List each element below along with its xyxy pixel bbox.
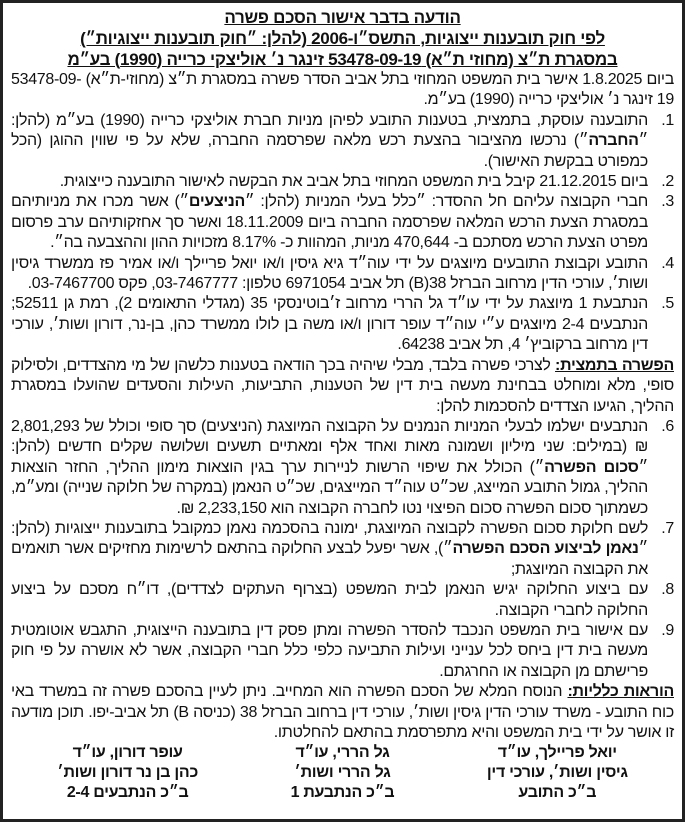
item-text	[11, 192, 648, 253]
item-defined-term: סכום הפשרה	[544, 458, 639, 476]
item-number: 1.	[661, 111, 674, 129]
item-text	[11, 294, 648, 355]
item-text-post: ״) הכולל את שיפוי הרשות לניירות ערך בגין הוצאות מימון ההליך, החזר הוצאות ההליך, גמול התובע המייצג, שכ״ט עוה״ד המייצגים, שכ״ט הנאמן (במקרה של חלוקה שנייה) ומע״מ, כשמתוך סכום הפשרה סכום הפיצוי נטו לחברה הקבוצה הוא 2,233,150 ₪.	[11, 458, 648, 517]
signature-name: גל הררי, עו״ד	[295, 744, 390, 762]
item-defined-term: נאמן לביצוע הסכם הפשרה	[452, 540, 639, 558]
item-text	[11, 111, 648, 172]
item-text-post: ״) אשר מכרו את מניותיהם במסגרת הצעת הרכש המלאה שפרסמה החברה ביום 18.11.2009 ואשר סך אחזקותיהם ערב פרסום מפרט הצעת הרכש מסתכם ב- 470,644 מניות, המהוות כ- 8.17% מזכויות ההון וההצבעה בה״.	[11, 193, 649, 252]
item-text-pre: התובענה עוסקת, בתמצית, בטענות התובע לפיהן מניות חברת אוליצקי כרייה (1990) בע״מ (להלן: ״	[11, 111, 648, 150]
item-number: 2.	[661, 173, 674, 191]
signature-role: ב״כ הנתבעת 1	[290, 784, 395, 802]
summary-label: הפשרה בתמצית:	[555, 356, 674, 374]
notice-title: הודעה בדבר אישור הסכם פשרה	[224, 8, 461, 27]
general-paragraph	[11, 682, 674, 743]
item-defined-term: הניצעים	[188, 193, 246, 211]
signature-firm: גל הררי ושות׳	[294, 764, 391, 782]
numbered-item	[11, 111, 674, 172]
item-number: 3.	[661, 193, 674, 211]
numbered-item	[11, 417, 674, 519]
item-text-post: ״) נרכשו מהציבור בהצעת רכש מלאה שפרסמה החברה, שלא על פי שווין ההוגן (הכל כמפורט בבקשת האישור).	[11, 132, 648, 170]
item-text	[11, 417, 648, 519]
item-defined-term: החברה	[588, 132, 639, 150]
signatures	[11, 743, 674, 803]
item-text-pre: לשם חלוקת סכום הפשרה לקבוצה המיוצגת, ימונה בהסכמה נאמן כמקובל בתובענות ייצוגיות (להלן: ״	[11, 519, 648, 558]
signature-block	[291, 743, 395, 803]
notice-subtitle-case: במסגרת ת״צ (מחוזי ת״א) 53478-09-19 זינגר נ׳ אוליצקי כרייה (1990) בע״מ	[67, 50, 618, 69]
general-text: הנוסח המלא של הסכם הפשרה הוא המחייב. ניתן לעיין בהסכם פשרה זה במשרד באי כוח התובע - משרד עורכי הדין גיסין ושות׳, עורכי דין ברחוב הברזל 38 (כניסה B) תל אביב-יפו. תוכן מודעה זו אושר על ידי בית המשפט והיא מתפרסמת בהתאם להחלטתו.	[11, 683, 674, 741]
item-text-pre: הנתבעים ישלמו לבעלי המניות הנמנים על הקבוצה המיוצגת (הניצעים) סך סופי וכולל של 2,801,293 ₪ (במילים: שני מיליון ושמונה מאות ואחד אלף ומאתיים תשעים ושלושה שקלים חדשים (להלן: ״	[11, 417, 648, 476]
signature-block	[57, 743, 198, 803]
signature-name: יואל פריילך, עו״ד	[497, 744, 617, 762]
item-number: 8.	[661, 581, 674, 599]
numbered-item	[11, 580, 674, 621]
signature-block	[487, 743, 628, 803]
signature-role: ב״כ הנתבעים 2-4	[66, 784, 189, 802]
item-number: 9.	[661, 621, 674, 639]
item-number: 7.	[661, 519, 674, 537]
signature-firm: כהן בן נר דורון ושות׳	[57, 764, 198, 782]
item-text	[11, 254, 648, 295]
item-text	[11, 519, 648, 580]
numbered-item	[11, 621, 674, 682]
numbered-item	[11, 254, 674, 295]
item-text	[11, 172, 648, 192]
item-text	[11, 580, 648, 621]
item-text-pre: הנתבעת 1 מיוצגת על ידי עו״ד גל הררי מרחוב ז׳בוטינסקי 35 (מגדלי התאומים 2), רמת גן 52511; הנתבעים 2-4 מיוצגים ע״י עוה״ד עופר דורון ו/או משה בן לולו ממשרד כהן, בן-נר, דורון ושות׳, עורכי דין מרחוב ברקוביץ׳ 4, תל אביב 64238.	[11, 295, 648, 354]
signature-role: ב״כ התובע	[518, 784, 597, 802]
notice-subtitle-law: לפי חוק תובענות ייצוגיות, התשס״ו-2006 (להלן: ״חוק תובענות ייצוגיות״)	[80, 29, 605, 48]
item-text	[11, 621, 648, 682]
intro-paragraph: ביום 1.8.2025 אישר בית המשפט המחוזי בתל אביב הסדר פשרה במסגרת ת״צ (מחוזי-ת״א) 53478-09-19 זינגר נ׳ אוליצקי כרייה (1990) בע״מ.	[11, 71, 674, 109]
numbered-item	[11, 192, 674, 253]
numbered-item	[11, 172, 674, 192]
item-text-pre: עם אישור בית המשפט הנכבד להסדר הפשרה ומתן פסק דין בתובענה הייצוגית, התגבש אוטומטית מעשה בית דין ביחס לכל ענייני ועילות התביעה כלפי כלל חברי הקבוצה, אשר לא אושרה על פי חוק פרישתם מן הקבוצה או החרגתם.	[11, 621, 648, 680]
item-text-pre: התובע וקבוצת התובעים מיוצגים על ידי עוה״ד גיא גיסין ו/או יואל פריילך ו/או אמיר פז ממשרד גיסין ושות׳, עורכי הדין מרחוב הברזל 38(B) תל אביב 6971054 טלפון: 03-7467777, פקס 03-7467700.	[11, 254, 648, 293]
item-text-pre: חברי הקבוצה עליהם חל ההסדר: ״כלל בעלי המניות (להלן: ״	[245, 193, 649, 211]
summary-text: לצרכי פשרה בלבד, מבלי שיהיה בכך הודאה בטענות כלשהן של מי מהצדדים, ולסילוק סופי, מלא ומוחלט בבחינת מעשה בית דין של הטענות, התביעות, העילות והסעדים שהועלו במסגרת ההליך, הגיעו הצדדים להסכמות להלן:	[11, 356, 674, 415]
item-number: 6.	[661, 417, 674, 435]
numbered-item	[11, 294, 674, 355]
item-number: 4.	[661, 254, 674, 272]
numbered-item	[11, 519, 674, 580]
item-text-post: ״), אשר יפעל לבצע החלוקה בהתאם לרשימות מחזיקים אשר תואמים את הקבוצה המיוצגת;	[11, 540, 648, 578]
signature-firm: גיסין ושות׳, עורכי דין	[486, 764, 628, 782]
item-number: 5.	[661, 295, 674, 313]
item-text-pre: ביום 21.12.2015 קיבל בית המשפט המחוזי בתל אביב את הבקשה לאישור התובענה כייצוגית.	[59, 173, 648, 191]
summary-paragraph	[11, 356, 674, 417]
general-label: הוראות כלליות:	[567, 683, 674, 701]
item-text-pre: עם ביצוע החלוקה יגיש הנאמן לבית המשפט (בצרוף העתקים לצדדים), דו״ח מסכם על ביצוע החלוקה לחברי הקבוצה.	[11, 581, 648, 619]
signature-name: עופר דורון, עו״ד	[72, 744, 183, 762]
